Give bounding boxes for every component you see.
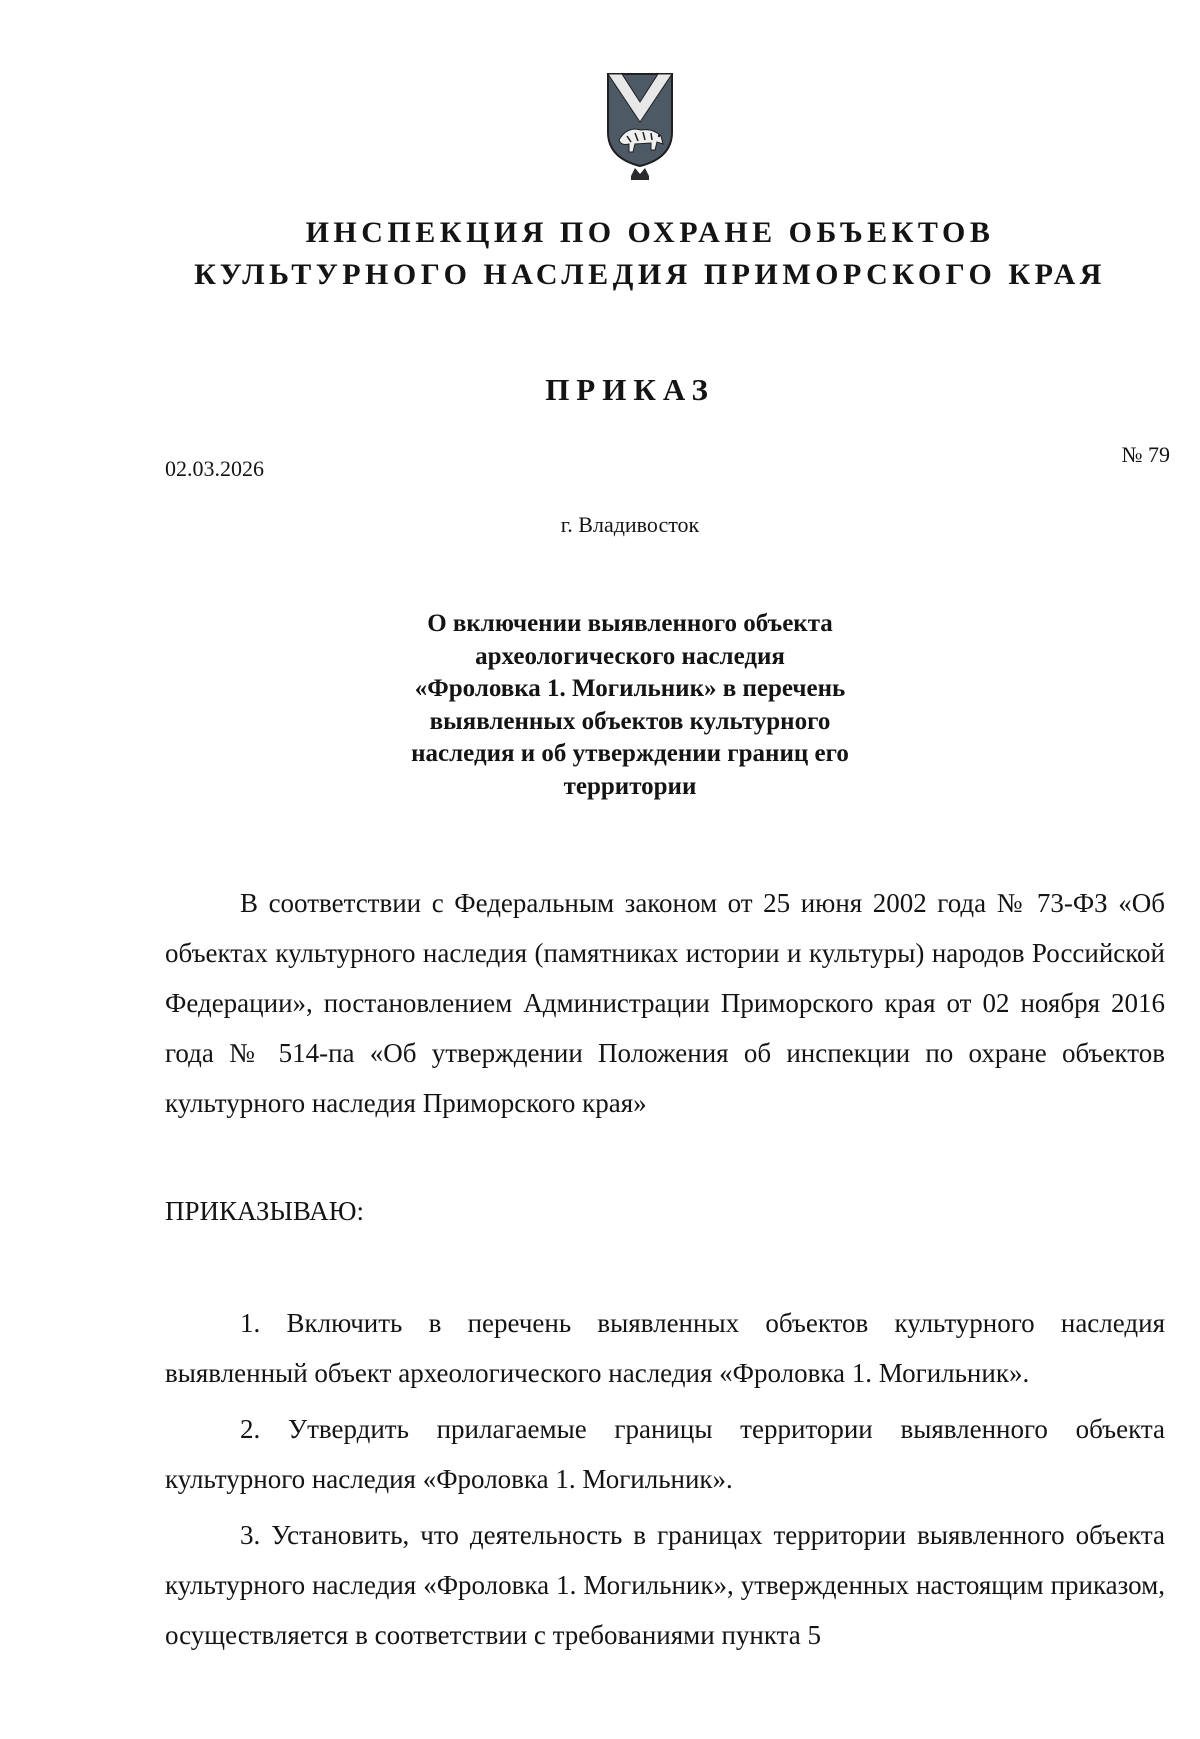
order-items [165,1298,1165,1666]
document-title [360,608,900,803]
agency-line-2: КУЛЬТУРНОГО НАСЛЕДИЯ ПРИМОРСКОГО КРАЯ [194,258,1106,291]
title-line: наследия и об утверждении границ его [411,740,849,767]
agency-line-1: ИНСПЕКЦИЯ ПО ОХРАНЕ ОБЪЕКТОВ [305,216,995,249]
title-line: «Фроловка 1. Могильник» в перечень [414,675,846,702]
title-line: территории [563,772,697,800]
coat-of-arms-icon [605,70,675,188]
document-date: 02.03.2026 [165,456,264,481]
order-item-2: 2. Утвердить прилагаемые границы территории выявленного объекта культурного наследия «Фроловка 1. Могильник». [165,1414,1165,1494]
title-line: выявленных объектов культурного [429,707,831,735]
document-number: № 79 [1121,442,1170,467]
order-item-1: 1. Включить в перечень выявленных объектов культурного наследия выявленный объект археологического наследия «Фроловка 1. Могильник». [165,1308,1165,1388]
title-line: О включении выявленного объекта [427,610,833,637]
agency-heading [180,212,1120,296]
document-city: г. Владивосток [560,512,700,537]
document-type: ПРИКАЗ [545,372,715,407]
preamble-paragraph: В соответствии с Федеральным законом от 25 июня 2002 года № 73-ФЗ «Об объектах культурного наследия (памятниках истории и культуры) народов Российской Федерации», постановлением Администрации Приморского края от 02 ноября 2016 года № 514-па «Об утверждении Положения об инспекции по охране объектов культурного наследия Приморского края» [165,888,1165,1118]
order-word: ПРИКАЗЫВАЮ: [165,1196,364,1226]
order-item-3: 3. Установить, что деятельность в границах территории выявленного объекта культурного наследия «Фроловка 1. Могильник», утвержденных настоящим приказом, осуществляется в соответствии с требованиями пункта 5 [165,1520,1165,1650]
title-line: археологического наследия [475,642,785,670]
